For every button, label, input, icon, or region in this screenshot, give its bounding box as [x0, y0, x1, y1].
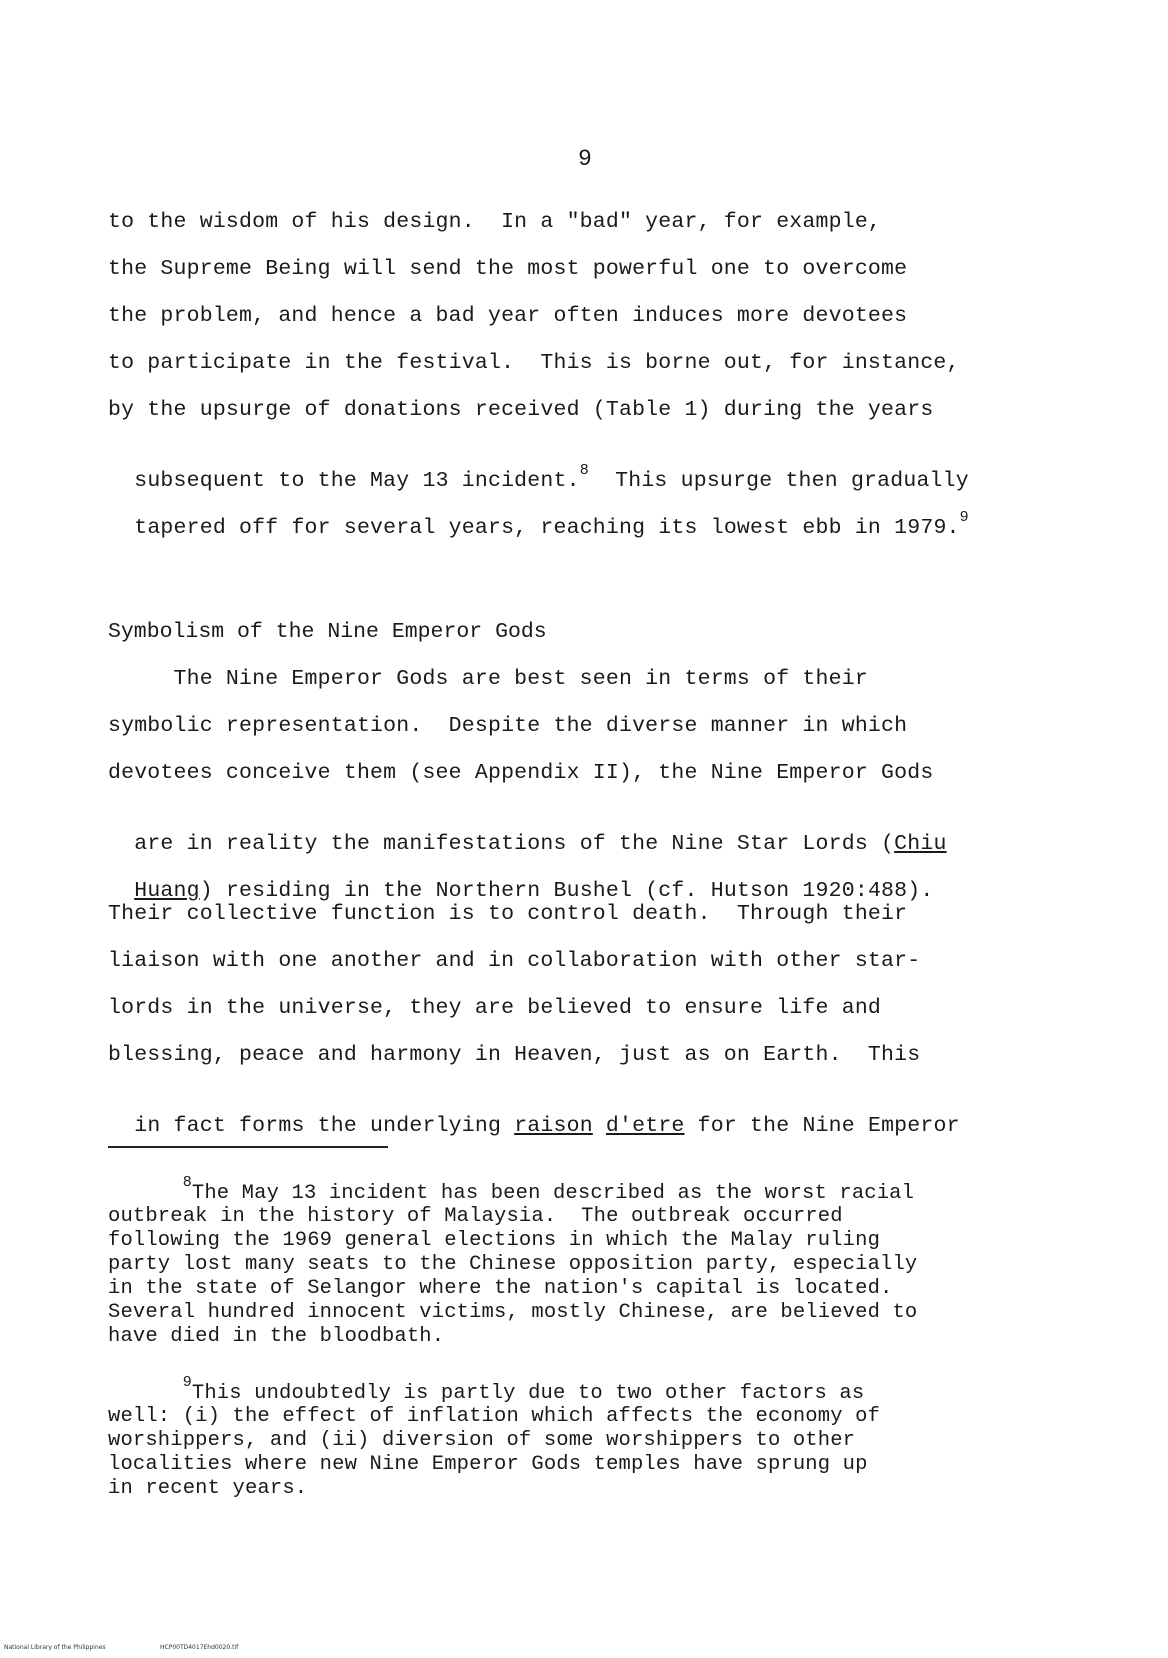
- footnote-8-first-text: The May 13 incident has been described as the worst racial: [191, 1182, 915, 1205]
- term-chiu: Chiu: [894, 832, 947, 856]
- footnote-8-line-7: have died in the bloodbath.: [108, 1325, 445, 1348]
- footnote-8-marker: 8: [182, 1174, 192, 1191]
- body-line-1: to the wisdom of his design. In a "bad" year, for example,: [108, 210, 882, 234]
- footnote-ref-8: 8: [579, 462, 589, 479]
- body-line-7-text: tapered off for several years, reaching its lowest ebb in 1979.: [134, 516, 960, 540]
- section-line-10-rest: for the Nine Emperor: [684, 1114, 960, 1138]
- footnote-9-line-2: well: (i) the effect of inflation which affects the economy of: [108, 1405, 881, 1428]
- body-line-6-rest: This upsurge then gradually: [588, 469, 969, 493]
- body-line-3: the problem, and hence a bad year often induces more devotees: [108, 304, 908, 328]
- footnote-ref-9: 9: [959, 509, 969, 526]
- term-space: [593, 1114, 606, 1138]
- term-raison: raison: [514, 1114, 593, 1138]
- body-line-5: by the upsurge of donations received (Table 1) during the years: [108, 398, 934, 422]
- body-line-4: to participate in the festival. This is borne out, for instance,: [108, 351, 960, 375]
- term-huang: Huang: [134, 879, 200, 903]
- section-line-2: symbolic representation. Despite the diverse manner in which: [108, 714, 908, 738]
- section-line-4-text: are in reality the manifestations of the Nine Star Lords (: [134, 832, 895, 856]
- body-line-6-text: subsequent to the May 13 incident.: [134, 469, 580, 493]
- footnote-9-first-text: This undoubtedly is partly due to two other factors as: [191, 1382, 865, 1405]
- page-number: 9: [578, 146, 592, 172]
- section-line-6: Their collective function is to control death. Through their: [108, 902, 908, 926]
- footnote-8-line-4: party lost many seats to the Chinese opposition party, especially: [108, 1253, 918, 1276]
- section-line-7: liaison with one another and in collaboration with other star-: [108, 949, 921, 973]
- body-line-2: the Supreme Being will send the most powerful one to overcome: [108, 257, 908, 281]
- footnote-8-line-3: following the 1969 general elections in which the Malay ruling: [108, 1229, 881, 1252]
- section-line-10: [108, 1090, 960, 1138]
- section-line-5: [108, 855, 933, 903]
- footnote-8-line-2: outbreak in the history of Malaysia. The outbreak occurred: [108, 1205, 843, 1228]
- section-line-1: The Nine Emperor Gods are best seen in terms of their: [108, 667, 868, 691]
- footnote-9-line-3: worshippers, and (ii) diversion of some worshippers to other: [108, 1429, 856, 1452]
- footnote-9-marker: 9: [182, 1374, 192, 1391]
- footnote-8-line-1: [108, 1174, 915, 1205]
- section-line-5-text: ) residing in the Northern Bushel (cf. Hutson 1920:488).: [199, 879, 934, 903]
- body-line-6: [108, 445, 969, 493]
- section-line-9: blessing, peace and harmony in Heaven, just as on Earth. This: [108, 1043, 921, 1067]
- footnote-9-line-5: in recent years.: [108, 1477, 308, 1500]
- footer-library-credit: National Library of the Philippines: [4, 1644, 106, 1651]
- section-line-4: [108, 808, 947, 856]
- footnote-9-line-1: [108, 1374, 865, 1405]
- section-line-8: lords in the universe, they are believed to ensure life and: [108, 996, 882, 1020]
- section-line-3: devotees conceive them (see Appendix II), the Nine Emperor Gods: [108, 761, 934, 785]
- footer-file-id: HCP00TD4017Ehd0020.tif: [160, 1644, 239, 1651]
- footnote-8-line-5: in the state of Selangor where the nation's capital is located.: [108, 1277, 893, 1300]
- footnote-rule: [108, 1146, 388, 1148]
- section-line-10-text: in fact forms the underlying: [134, 1114, 515, 1138]
- term-detre: d'etre: [605, 1114, 685, 1138]
- footnote-9-line-4: localities where new Nine Emperor Gods temples have sprung up: [108, 1453, 868, 1476]
- footnote-8-line-6: Several hundred innocent victims, mostly Chinese, are believed to: [108, 1301, 918, 1324]
- body-line-7: [108, 492, 969, 540]
- section-heading: Symbolism of the Nine Emperor Gods: [108, 620, 547, 644]
